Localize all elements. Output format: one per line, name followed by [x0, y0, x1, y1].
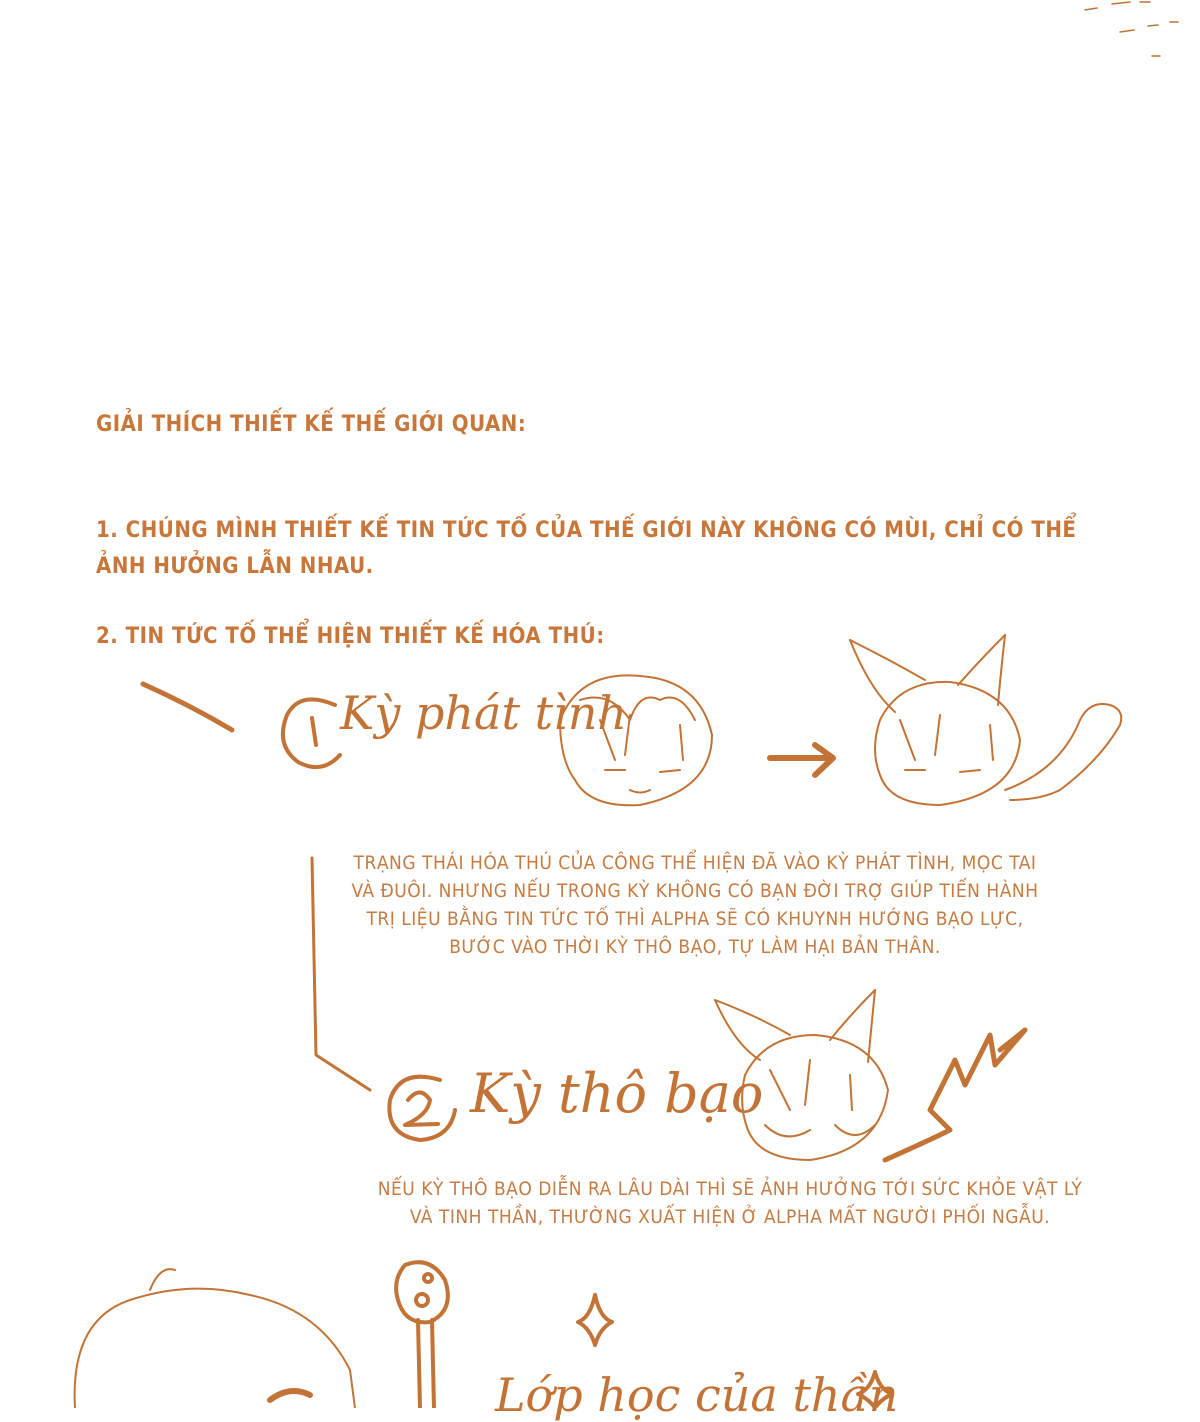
point-1-line-2: ẢNH HƯỞNG LẪN NHAU.	[96, 554, 374, 579]
point-1-line-1: 1. CHÚNG MÌNH THIẾT KẾ TIN TỨC TỐ CỦA THẾ GIỚI NÀY KHÔNG CÓ MÙI, CHỈ CÓ THỂ	[96, 518, 1077, 543]
section-title: GIẢI THÍCH THIẾT KẾ THẾ GIỚI QUAN:	[96, 412, 527, 437]
stage-1-description	[300, 852, 1090, 958]
stage-2-label: Kỳ thô bạo	[470, 1062, 764, 1125]
microphone-icon	[396, 1262, 448, 1408]
number-1-stroke	[312, 718, 316, 745]
chibi-character	[75, 1269, 355, 1408]
stage-1-desc-line: VÀ ĐUÔI. NHƯNG NẾU TRONG KỲ KHÔNG CÓ BẠN ĐỜI TRỢ GIÚP TIẾN HÀNH	[351, 880, 1039, 902]
circle-number-2	[389, 1077, 455, 1140]
sparkle-icon	[578, 1295, 612, 1345]
stage-1-desc-line: TRẠNG THÁI HÓA THÚ CỦA CÔNG THỂ HIỆN ĐÃ VÀO KỲ PHÁT TÌNH, MỌC TAI	[353, 852, 1037, 874]
stage-2-desc-line: NẾU KỲ THÔ BẠO DIỄN RA LÂU DÀI THÌ SẼ ẢNH HƯỞNG TỚI SỨC KHỎE VẬT LÝ	[377, 1178, 1083, 1200]
stage-1-desc-line: TRỊ LIỆU BẰNG TIN TỨC TỐ THÌ ALPHA SẼ CÓ KHUYNH HƯỚNG BẠO LỰC,	[366, 908, 1024, 930]
arrow-right-icon	[770, 745, 833, 775]
stroke-mark	[143, 684, 232, 730]
stage-2-desc-line: VÀ TINH THẦN, THƯỜNG XUẤT HIỆN Ở ALPHA MẤT NGƯỜI PHỐI NGẪU.	[409, 1206, 1051, 1228]
point-2-title: 2. TIN TỨC TỐ THỂ HIỆN THIẾT KẾ HÓA THÚ:	[96, 624, 605, 649]
stage-1-label: Kỳ phát tình	[340, 686, 628, 740]
ink-specks	[1085, 2, 1178, 56]
footer-title: Lớp học của thần	[495, 1368, 899, 1422]
circle-number-1	[283, 699, 340, 767]
stage-1-desc-line: BƯỚC VÀO THỜI KỲ THÔ BẠO, TỰ LÀM HẠI BẢN THÂN.	[449, 936, 941, 958]
number-2-stroke	[405, 1093, 438, 1126]
stage-2-description	[330, 1178, 1130, 1228]
zigzag-tail	[885, 1030, 1025, 1160]
chibi-head-ears	[850, 635, 1121, 805]
